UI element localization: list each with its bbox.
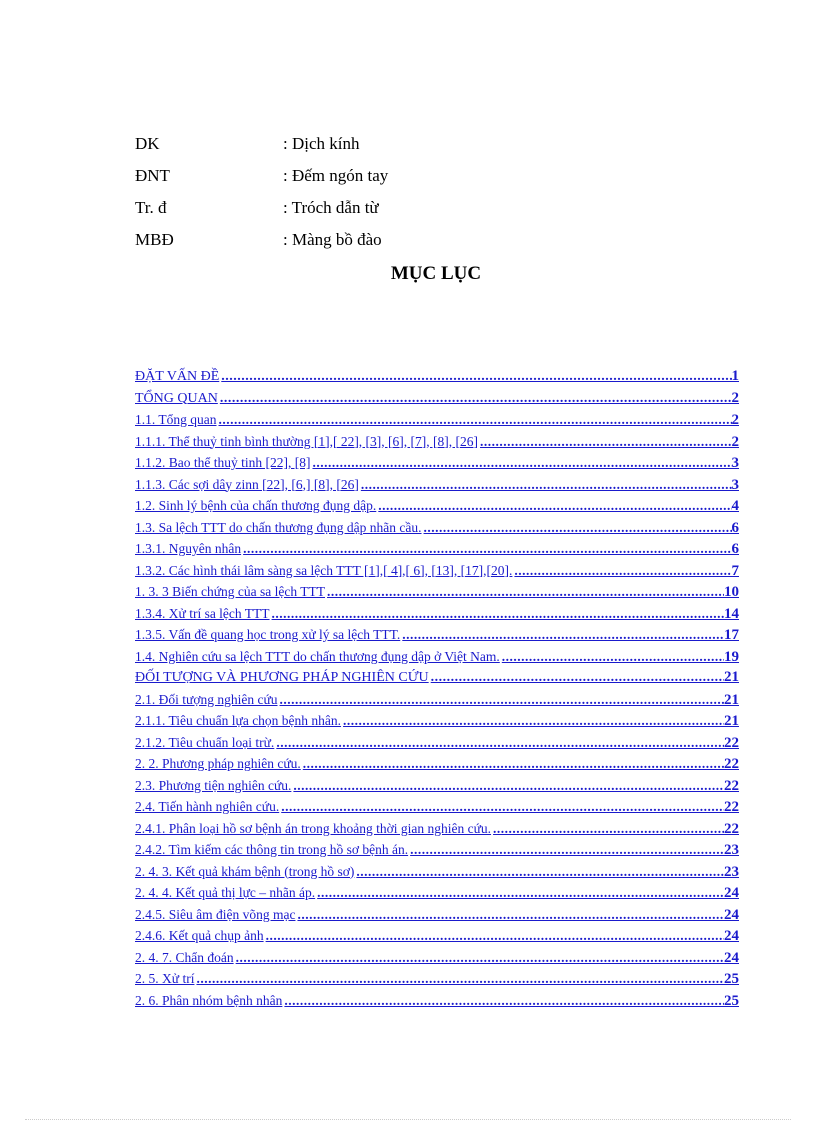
toc-dot-leader [376,495,731,517]
toc-entry-link[interactable] [135,732,739,754]
toc-entry-text: 2.4.2. Tìm kiếm các thông tin trong hồ sơ bệnh án. [135,842,409,857]
toc-dot-leader [278,689,724,711]
toc-entry-link[interactable] [135,667,739,689]
toc-page-number: 2 [731,433,739,450]
toc-entry-text: ĐẶT VẤN ĐỀ [135,369,220,384]
toc-page-number: 21 [724,713,739,729]
toc-page-number: 3 [731,476,739,493]
toc-entry-link[interactable] [135,474,739,496]
toc-dot-leader [478,431,731,453]
toc-entry-link[interactable] [135,968,739,990]
table-of-contents [135,366,739,1011]
toc-entry-link[interactable] [135,775,739,797]
toc-entry-link[interactable] [135,861,739,883]
toc-page-number: 10 [724,584,739,600]
toc-entry-link[interactable] [135,796,739,818]
toc-entry-text: 2.1. Đối tượng nghiên cứu [135,691,278,707]
toc-dot-leader [341,710,724,732]
toc-entry-link[interactable] [135,710,739,732]
toc-entry-text: 2. 6. Phân nhóm bệnh nhân [135,992,283,1008]
abbreviation: DK [135,134,160,153]
toc-dot-leader [500,646,724,668]
toc-dot-leader [512,560,731,582]
toc-entry-text: 2.4.6. Kết quả chụp ảnh [135,928,264,943]
abbreviation-meaning: : Dịch kính [283,134,360,153]
toc-entry-link[interactable] [135,624,739,646]
toc-dot-leader [310,452,731,474]
toc-entry-link[interactable] [135,431,739,453]
toc-dot-leader [408,839,724,861]
toc-entry-text: 2.4. Tiến hành nghiên cứu. [135,799,280,814]
toc-dot-leader [282,990,724,1012]
toc-page-number: 24 [724,949,739,966]
abbreviation-row [135,198,379,218]
toc-page-number: 22 [724,820,739,837]
page-bottom-border [25,1119,791,1120]
toc-dot-leader [295,904,724,926]
toc-dot-leader [194,968,724,990]
toc-page-number: 21 [724,691,739,708]
toc-entry-link[interactable] [135,753,739,775]
toc-page-number: 2 [731,389,739,406]
toc-page-number: 1 [731,368,739,384]
toc-entry-text: 1.3.1. Nguyên nhân [135,541,242,556]
toc-dot-leader [218,388,732,410]
toc-entry-link[interactable] [135,538,739,560]
toc-page-number: 21 [724,669,739,685]
toc-entry-text: 2.4.5. Siêu âm điện võng mạc [135,906,296,922]
toc-entry-text: ĐỐI TƯỢNG VÀ PHƯƠNG PHÁP NGHIÊN CỨU [135,670,429,685]
toc-entry-link[interactable] [135,990,739,1012]
toc-entry-text: 2.1.2. Tiêu chuẩn loại trừ. [135,734,275,750]
toc-dot-leader [219,366,731,388]
toc-entry-text: 2.4.1. Phân loại hồ sơ bệnh án trong khoảng thời gian nghiên cứu. [135,820,492,836]
toc-title: MỤC LỤC [390,263,482,284]
toc-dot-leader [422,517,732,539]
toc-page-number: 3 [731,455,739,471]
toc-entry-text: 1. 3. 3 Biến chứng của sa lệch TTT [135,584,326,599]
toc-entry-link[interactable] [135,517,739,539]
toc-dot-leader [354,861,724,883]
toc-entry-text: 2. 2. Phương pháp nghiên cứu. [135,756,301,771]
toc-entry-link[interactable] [135,409,739,431]
toc-entry-text: 1.1. Tổng quan [135,412,217,427]
toc-entry-text: 1.3.4. Xử trí sa lệch TTT [135,605,270,621]
toc-page-number: 2 [731,412,739,428]
toc-page-number: 17 [724,627,739,643]
toc-dot-leader [315,882,724,904]
toc-page-number: 25 [724,992,739,1009]
toc-entry-text: 2.1.1. Tiêu chuẩn lựa chọn bệnh nhân. [135,713,342,728]
toc-entry-link[interactable] [135,818,739,840]
toc-page-number: 24 [724,885,739,901]
toc-page-number: 24 [724,928,739,944]
toc-dot-leader [429,667,724,689]
toc-dot-leader [270,603,724,625]
toc-page-number: 6 [731,519,739,536]
toc-dot-leader [491,818,724,840]
toc-page-number: 23 [724,842,739,858]
toc-entry-link[interactable] [135,603,739,625]
toc-page-number: 25 [724,971,739,987]
toc-dot-leader [325,581,724,603]
toc-entry-link[interactable] [135,560,739,582]
abbreviation-row [135,134,360,154]
toc-dot-leader [274,732,724,754]
toc-dot-leader [217,409,732,431]
toc-entry-text: 1.3. Sa lệch TTT do chấn thương đụng dập nhãn cầu. [135,519,422,535]
abbreviation-row [135,166,388,186]
toc-entry-link[interactable] [135,452,739,474]
toc-entry-text: 1.4. Nghiên cứu sa lệch TTT do chấn thương đụng dập ở Việt Nam. [135,648,500,664]
toc-entry-link[interactable] [135,388,739,410]
toc-entry-link[interactable] [135,947,739,969]
toc-page-number: 7 [731,562,739,579]
toc-entry-link[interactable] [135,882,739,904]
toc-page-number: 23 [724,863,739,880]
toc-entry-link[interactable] [135,839,739,861]
toc-page-number: 22 [724,799,739,815]
abbreviation-meaning: : Đếm ngón tay [283,166,389,185]
toc-dot-leader [301,753,724,775]
toc-entry-link[interactable] [135,495,739,517]
toc-dot-leader [400,624,724,646]
toc-entry-text: 2.3. Phương tiện nghiên cứu. [135,777,292,793]
toc-entry-link[interactable] [135,689,739,711]
toc-entry-text: 1.1.3. Các sợi dây zinn [22], [6,] [8], [26] [135,476,359,492]
toc-entry-text: 1.2. Sinh lý bệnh của chấn thương đụng dập. [135,498,377,513]
abbreviation-row [135,230,382,250]
toc-page-number: 24 [724,906,739,923]
toc-dot-leader [279,796,724,818]
toc-page-number: 22 [724,756,739,772]
toc-page-number: 4 [731,498,739,514]
toc-entry-text: 2. 4. 3. Kết quả khám bệnh (trong hồ sơ) [135,863,355,879]
toc-entry-text: 2. 4. 4. Kết quả thị lực – nhãn áp. [135,885,316,900]
toc-dot-leader [234,947,724,969]
abbreviation-meaning: : Màng bồ đào [283,230,382,249]
toc-dot-leader [241,538,731,560]
abbreviation: MBĐ [135,230,174,249]
toc-entry-text: 1.3.2. Các hình thái lâm sàng sa lệch TTT [1],[ 4],[ 6], [13], [17],[20]. [135,562,513,578]
toc-entry-link[interactable] [135,581,739,603]
abbreviation: Tr. đ [135,198,167,217]
toc-dot-leader [264,925,724,947]
toc-entry-text: 1.3.5. Vấn đề quang học trong xử lý sa lệch TTT. [135,627,401,642]
toc-entry-text: 2. 5. Xử trí [135,971,195,986]
toc-entry-link[interactable] [135,366,739,388]
toc-entry-link[interactable] [135,904,739,926]
toc-entry-text: 2. 4. 7. Chẩn đoán [135,949,234,965]
toc-page-number: 19 [724,648,739,665]
toc-dot-leader [359,474,732,496]
toc-page-number: 22 [724,777,739,794]
toc-page-number: 22 [724,734,739,751]
toc-entry-link[interactable] [135,646,739,668]
toc-entry-text: 1.1.2. Bao thể thuỷ tinh [22], [8] [135,455,311,470]
abbreviation-meaning: : Tróch dẫn từ [283,198,379,217]
toc-entry-link[interactable] [135,925,739,947]
toc-page-number: 14 [724,605,739,622]
abbreviation: ĐNT [135,166,170,185]
toc-entry-text: 1.1.1. Thể thuỷ tinh bình thường [1],[ 22], [3], [6], [7], [8], [26] [135,433,479,449]
toc-dot-leader [291,775,724,797]
toc-page-number: 6 [731,541,739,557]
toc-entry-text: TỔNG QUAN [135,390,218,406]
